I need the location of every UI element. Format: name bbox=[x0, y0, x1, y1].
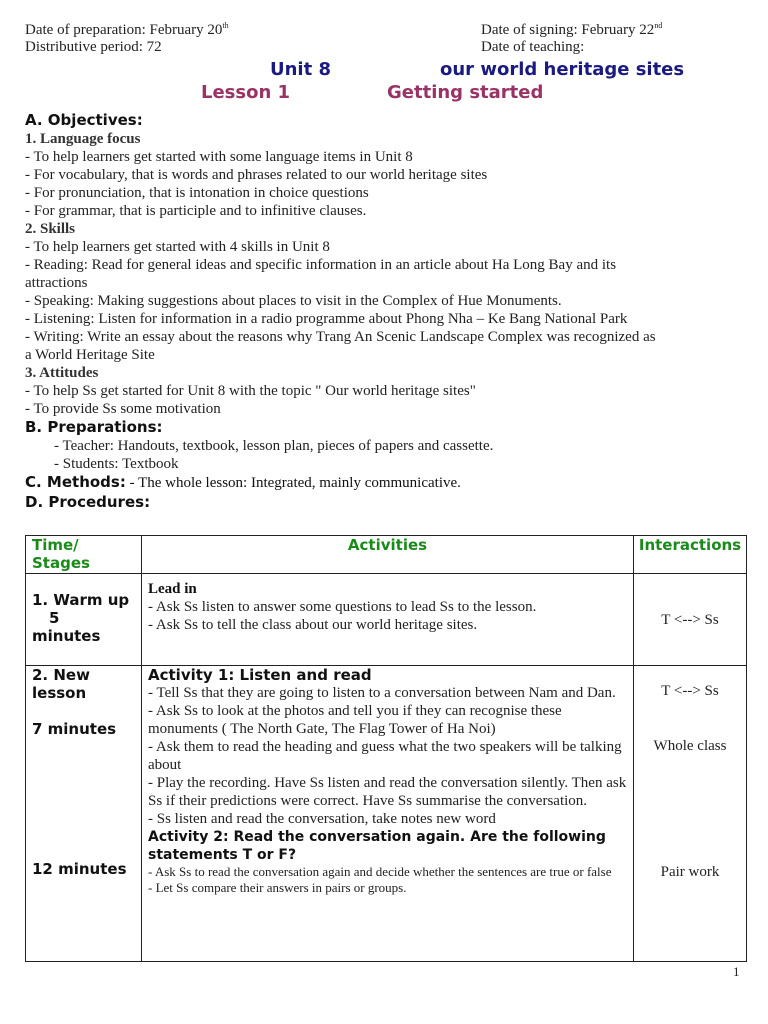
stage-cell bbox=[26, 574, 142, 666]
activity-cell bbox=[142, 666, 634, 962]
stage-cell bbox=[26, 666, 142, 962]
methods-heading: C. Methods: bbox=[25, 473, 126, 491]
distributive-period: Distributive period: 72 bbox=[25, 39, 162, 55]
stage-name: 1. Warm up bbox=[32, 591, 130, 609]
activity-2-title: Activity 2: Read the conversation again. Are the following statements T or F? bbox=[148, 829, 606, 863]
objective-line: - Speaking: Making suggestions about places to visit in the Complex of Hue Monuments. bbox=[25, 293, 562, 309]
header-time-stages: Time/ Stages bbox=[26, 536, 142, 574]
signing-date-suffix: nd bbox=[654, 21, 663, 30]
objective-line: - Reading: Read for general ideas and specific information in an article about Ha Long Bay and its bbox=[25, 257, 617, 273]
methods-line bbox=[25, 473, 745, 493]
activity-line: - Ask Ss to read the conversation again and decide whether the sentences are true or false bbox=[148, 864, 612, 879]
interaction-label: Whole class bbox=[653, 738, 727, 754]
lesson-section: Getting started bbox=[387, 82, 544, 103]
activity-1-title: Activity 1: Listen and read bbox=[148, 666, 372, 684]
lesson-title-row bbox=[25, 82, 745, 105]
page-number: 1 bbox=[733, 964, 740, 979]
objective-group-title: 2. Skills bbox=[25, 221, 76, 237]
procedures-colon: : bbox=[144, 493, 151, 511]
student-materials: - Students: Textbook bbox=[54, 456, 179, 472]
preparations-section bbox=[25, 418, 745, 473]
header-row-2 bbox=[25, 39, 745, 56]
table-header-row bbox=[26, 536, 747, 574]
header-row-1 bbox=[25, 22, 745, 39]
procedures-table bbox=[25, 535, 747, 962]
unit-title-row bbox=[25, 59, 745, 82]
preparation-date-suffix: th bbox=[222, 21, 229, 30]
objective-line: a World Heritage Site bbox=[25, 347, 155, 363]
interaction-cell bbox=[634, 666, 747, 962]
table-row bbox=[26, 666, 747, 962]
stage-duration: 7 minutes bbox=[32, 720, 117, 738]
objective-line: - Writing: Write an essay about the reasons why Trang An Scenic Landscape Complex was recognized as bbox=[25, 329, 656, 345]
unit-number: Unit 8 bbox=[270, 59, 331, 80]
objectives-section bbox=[25, 111, 745, 418]
objective-line: - To help learners get started with 4 skills in Unit 8 bbox=[25, 239, 330, 255]
objective-line: - To help Ss get started for Unit 8 with the topic " Our world heritage sites" bbox=[25, 383, 476, 399]
objective-line: - For vocabulary, that is words and phrases related to our world heritage sites bbox=[25, 167, 488, 183]
preparation-date: Date of preparation: February 20 bbox=[25, 22, 223, 38]
activity-line: - Ask Ss listen to answer some questions to lead Ss to the lesson. bbox=[148, 599, 537, 615]
objective-group-title: 3. Attitudes bbox=[25, 365, 99, 381]
objective-line: - To provide Ss some motivation bbox=[25, 401, 221, 417]
activity-line: - Ask Ss to look at the photos and tell you if they can recognise these monuments ( The North Gate, The Flag Tower of Ha Noi) bbox=[148, 703, 562, 737]
teaching-date: Date of teaching: bbox=[481, 39, 585, 55]
interaction-cell: T <--> Ss bbox=[634, 574, 747, 666]
objective-line: attractions bbox=[25, 275, 88, 291]
objective-line: - To help learners get started with some language items in Unit 8 bbox=[25, 149, 413, 165]
lead-in-title: Lead in bbox=[148, 581, 197, 597]
lesson-number: Lesson 1 bbox=[201, 82, 291, 103]
procedures-heading: D. Procedures bbox=[25, 493, 145, 511]
stage-duration: 5 bbox=[49, 609, 60, 627]
preparations-heading: B. Preparations: bbox=[25, 418, 163, 436]
activity-line: - Tell Ss that they are going to listen to a conversation between Nam and Dan. bbox=[148, 685, 616, 701]
methods-text: - The whole lesson: Integrated, mainly communicative. bbox=[125, 475, 461, 491]
interaction-label: T <--> Ss bbox=[661, 683, 719, 699]
objective-line: - Listening: Listen for information in a radio programme about Phong Nha – Ke Bang National Park bbox=[25, 311, 628, 327]
table-row bbox=[26, 574, 747, 666]
activity-line: - Let Ss compare their answers in pairs or groups. bbox=[148, 880, 407, 895]
activity-line: - Ask them to read the heading and guess what the two speakers will be talking about bbox=[148, 739, 622, 773]
header-interactions: Interactions bbox=[634, 536, 747, 574]
activity-cell bbox=[142, 574, 634, 666]
unit-topic: our world heritage sites bbox=[440, 59, 685, 80]
objective-group-title: 1. Language focus bbox=[25, 131, 141, 147]
teacher-materials: - Teacher: Handouts, textbook, lesson plan, pieces of papers and cassette. bbox=[54, 438, 494, 454]
signing-date: Date of signing: February 22 bbox=[481, 22, 655, 38]
objective-line: - For grammar, that is participle and to infinitive clauses. bbox=[25, 203, 367, 219]
objectives-heading: A. Objectives: bbox=[25, 111, 143, 129]
lesson-plan-page bbox=[25, 22, 745, 512]
objective-line: - For pronunciation, that is intonation in choice questions bbox=[25, 185, 369, 201]
interaction-label: Pair work bbox=[660, 864, 720, 880]
stage-duration: 12 minutes bbox=[32, 860, 127, 878]
stage-name: 2. New lesson bbox=[32, 666, 90, 702]
activity-line: - Ss listen and read the conversation, take notes new word bbox=[148, 811, 496, 827]
activity-line: - Play the recording. Have Ss listen and read the conversation silently. Then ask Ss if their predictions were correct. Have Ss summarise the conversation. bbox=[148, 775, 627, 809]
stage-duration-unit: minutes bbox=[32, 627, 101, 645]
header-activities: Activities bbox=[142, 536, 634, 574]
procedures-line bbox=[25, 493, 745, 512]
activity-line: - Ask Ss to tell the class about our world heritage sites. bbox=[148, 617, 478, 633]
